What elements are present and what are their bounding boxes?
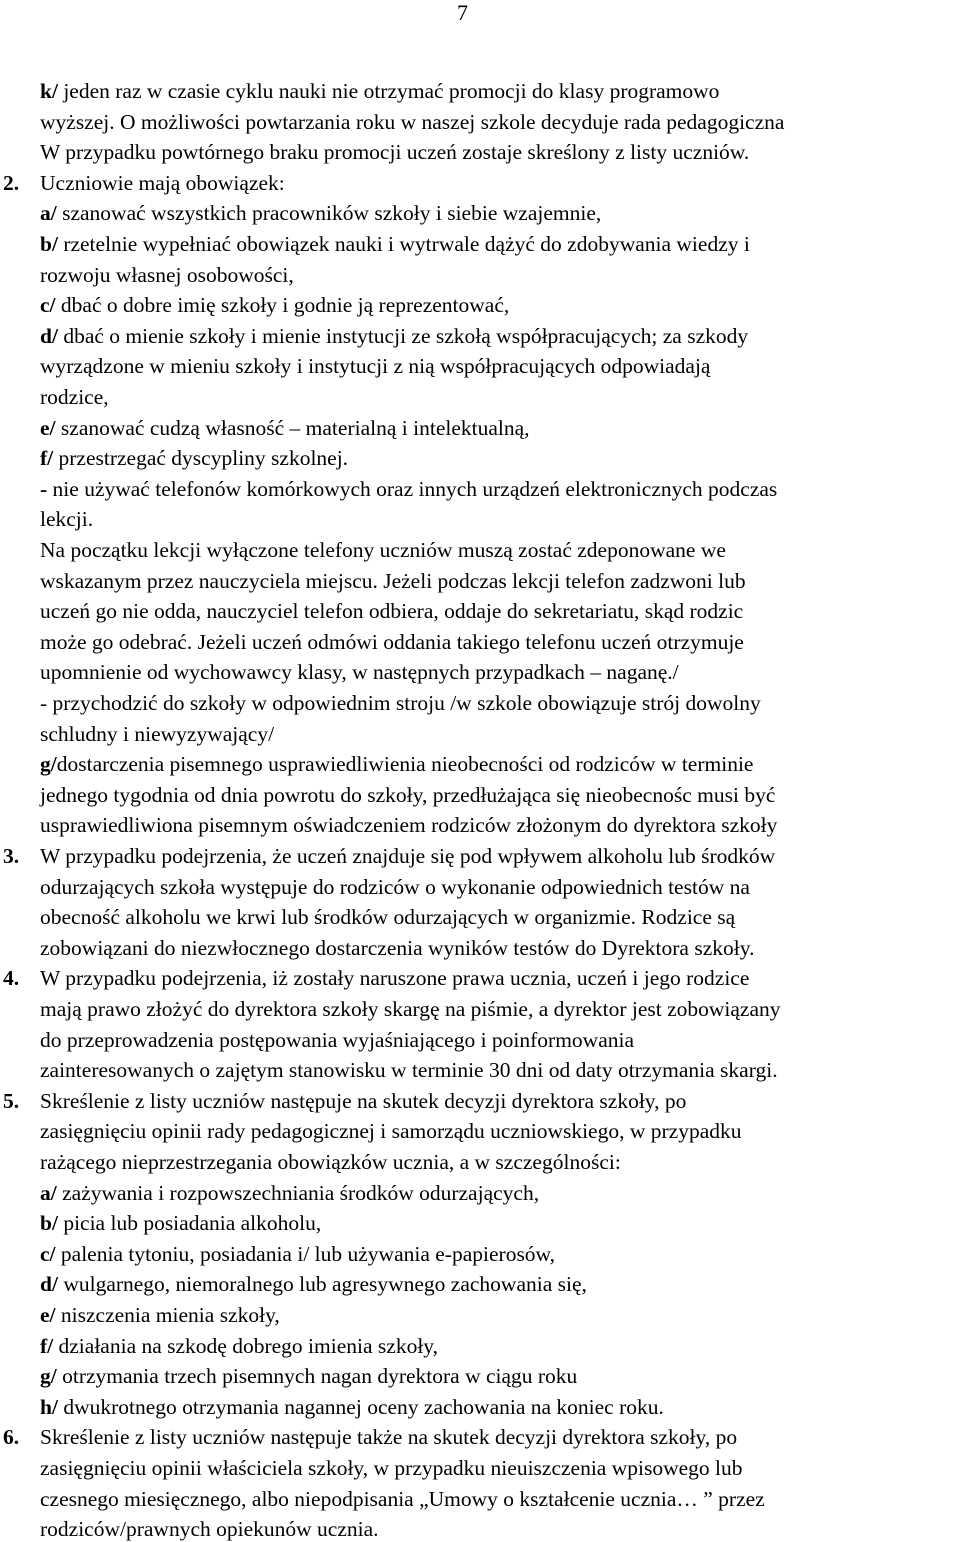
line-text: przestrzegać dyscypliny szkolnej. (53, 446, 349, 470)
text-line (40, 1271, 587, 1297)
text-line (40, 1210, 321, 1236)
text-line (40, 1057, 778, 1083)
line-text: uczeń go nie odda, nauczyciel telefon odbiera, oddaje do sekretariatu, skąd rodzic (40, 599, 744, 623)
item-number: 3. (3, 844, 20, 868)
text-line (40, 1394, 664, 1420)
line-text: rozwoju własnej osobowości, (40, 263, 294, 287)
text-line (40, 1088, 686, 1114)
list-marker: f/ (40, 446, 54, 470)
line-text: szanować cudzą własność – materialną i intelektualną, (55, 416, 530, 440)
line-text: rażącego nieprzestrzegania obowiązków ucznia, a w szczególności: (40, 1150, 621, 1174)
list-marker: d/ (40, 324, 58, 348)
list-marker: b/ (40, 1211, 58, 1235)
text-line (40, 1180, 539, 1206)
text-line (40, 598, 743, 624)
text-line (40, 1516, 379, 1542)
text-line (40, 506, 93, 532)
line-text: niszczenia mienia szkoły, (55, 1303, 280, 1327)
list-marker: a/ (40, 201, 57, 225)
line-text: rodziców/prawnych opiekunów ucznia. (40, 1517, 379, 1541)
list-marker: c/ (40, 293, 56, 317)
line-text: wyższej. O możliwości powtarzania roku w naszej szkole decyduje rada pedagogiczna (40, 110, 785, 134)
text-line (40, 996, 781, 1022)
line-text: czesnego miesięcznego, albo niepodpisania „Umowy o kształcenie ucznia… ” przez (40, 1487, 765, 1511)
line-text: wskazanym przez nauczyciela miejscu. Jeżeli podczas lekcji telefon zadzwoni lub (40, 569, 746, 593)
line-text: może go odebrać. Jeżeli uczeń odmówi oddania takiego telefonu uczeń otrzymuje (40, 630, 744, 654)
text-line (40, 78, 719, 104)
text-line (40, 109, 784, 135)
text-line (40, 139, 749, 165)
line-text: W przypadku powtórnego braku promocji uczeń zostaje skreślony z listy uczniów. (40, 140, 750, 164)
line-text: - przychodzić do szkoły w odpowiednim stroju /w szkole obowiązuje strój dowolny (40, 691, 761, 715)
item-number: 4. (3, 966, 20, 990)
line-text: do przeprowadzenia postępowania wyjaśniającego i poinformowania (40, 1028, 635, 1052)
list-marker: f/ (40, 1334, 54, 1358)
line-text: schludny i niewyzywający/ (40, 722, 275, 746)
line-text: zażywania i rozpowszechniania środków odurzających, (56, 1181, 540, 1205)
list-marker: e/ (40, 1303, 56, 1327)
line-text: obecność alkoholu we krwi lub środków odurzających w organizmie. Rodzice są (40, 905, 736, 929)
text-line (40, 568, 746, 594)
line-text: picia lub posiadania alkoholu, (57, 1211, 322, 1235)
text-line (40, 935, 754, 961)
line-text: W przypadku podejrzenia, iż zostały naruszone prawa ucznia, uczeń i jego rodzice (40, 966, 750, 990)
text-line (40, 292, 509, 318)
text-line (40, 1149, 621, 1175)
line-text: jednego tygodnia od dnia powrotu do szkoły, przedłużająca się nieobecnośc musi być (40, 783, 776, 807)
text-line (40, 874, 750, 900)
line-text: mają prawo złożyć do dyrektora szkoły skargę na piśmie, a dyrektor jest zobowiązany (40, 997, 781, 1021)
text-line (40, 1333, 438, 1359)
text-line (40, 1486, 765, 1512)
line-text: szanować wszystkich pracowników szkoły i siebie wzajemnie, (56, 201, 602, 225)
text-line (40, 782, 775, 808)
item-number: 2. (3, 171, 20, 195)
line-text: zainteresowanych o zajętym stanowisku w terminie 30 dni od daty otrzymania skargi. (40, 1058, 778, 1082)
text-line (40, 659, 679, 685)
text-line (40, 384, 109, 410)
list-marker: g/ (40, 1364, 57, 1388)
line-text: jeden raz w czasie cyklu nauki nie otrzymać promocji do klasy programowo (57, 79, 720, 103)
text-line (40, 904, 735, 930)
line-text: lekcji. (40, 507, 94, 531)
text-line (40, 812, 777, 838)
text-line (40, 476, 777, 502)
text-line (40, 1363, 577, 1389)
list-marker: g/ (40, 752, 57, 776)
text-line (40, 445, 348, 471)
text-line (40, 690, 761, 716)
line-text: Na początku lekcji wyłączone telefony uczniów muszą zostać zdeponowane we (40, 538, 726, 562)
line-text: dwukrotnego otrzymania nagannej oceny zachowania na koniec roku. (57, 1395, 664, 1419)
text-line (40, 1455, 743, 1481)
item-number: 5. (3, 1089, 20, 1113)
line-text: rodzice, (40, 385, 109, 409)
text-line (40, 751, 753, 777)
list-marker: k/ (40, 79, 58, 103)
text-line (40, 200, 601, 226)
text-line (40, 1027, 634, 1053)
text-line (40, 629, 744, 655)
list-marker: h/ (40, 1395, 58, 1419)
line-text: usprawiedliwiona pisemnym oświadczeniem rodziców złożonym do dyrektora szkoły (40, 813, 778, 837)
line-text: zasięgnięciu opinii rady pedagogicznej i samorządu uczniowskiego, w przypadku (40, 1119, 742, 1143)
text-line (40, 537, 726, 563)
list-marker: a/ (40, 1181, 57, 1205)
text-line (40, 353, 710, 379)
text-line (40, 843, 775, 869)
line-text: wyrządzone w mieniu szkoły i instytucji z nią współpracujących odpowiadają (40, 354, 711, 378)
list-marker: e/ (40, 416, 56, 440)
text-line (40, 1424, 737, 1450)
text-line (40, 1241, 555, 1267)
line-text: otrzymania trzech pisemnych nagan dyrektora w ciągu roku (56, 1364, 578, 1388)
list-marker: - (40, 477, 48, 501)
line-text: rzetelnie wypełniać obowiązek nauki i wytrwale dążyć do zdobywania wiedzy i (57, 232, 750, 256)
line-text: odurzających szkoła występuje do rodziców o wykonanie odpowiednich testów na (40, 875, 750, 899)
list-marker: b/ (40, 232, 58, 256)
line-text: nie używać telefonów komórkowych oraz innych urządzeń elektronicznych podczas (47, 477, 778, 501)
line-text: palenia tytoniu, posiadania i/ lub używania e-papierosów, (55, 1242, 556, 1266)
line-text: dbać o mienie szkoły i mienie instytucji ze szkołą współpracujących; za szkody (57, 324, 749, 348)
text-line (40, 262, 294, 288)
text-line (40, 323, 748, 349)
line-text: zasięgnięciu opinii właściciela szkoły, w przypadku nieuiszczenia wpisowego lub (40, 1456, 743, 1480)
page-number: 7 (457, 0, 468, 25)
line-text: Uczniowie mają obowiązek: (40, 171, 285, 195)
line-text: dostarczenia pisemnego usprawiedliwienia nieobecności od rodziców w terminie (56, 752, 754, 776)
text-line (40, 1302, 280, 1328)
text-line (40, 415, 530, 441)
list-marker: c/ (40, 1242, 56, 1266)
text-line (40, 231, 750, 257)
text-line (40, 721, 274, 747)
line-text: działania na szkodę dobrego imienia szkoły, (53, 1334, 439, 1358)
line-text: zobowiązani do niezwłocznego dostarczenia wyników testów do Dyrektora szkoły. (40, 936, 755, 960)
text-line (40, 170, 285, 196)
line-text: upomnienie od wychowawcy klasy, w następnych przypadkach – naganę./ (40, 660, 679, 684)
list-marker: d/ (40, 1272, 58, 1296)
text-line (40, 965, 749, 991)
line-text: wulgarnego, niemoralnego lub agresywnego zachowania się, (57, 1272, 587, 1296)
text-line (40, 1118, 742, 1144)
line-text: W przypadku podejrzenia, że uczeń znajduje się pod wpływem alkoholu lub środków (40, 844, 776, 868)
line-text: dbać o dobre imię szkoły i godnie ją reprezentować, (55, 293, 510, 317)
item-number: 6. (3, 1425, 20, 1449)
line-text: Skreślenie z listy uczniów następuje także na skutek decyzji dyrektora szkoły, po (40, 1425, 738, 1449)
line-text: Skreślenie z listy uczniów następuje na skutek decyzji dyrektora szkoły, po (40, 1089, 687, 1113)
